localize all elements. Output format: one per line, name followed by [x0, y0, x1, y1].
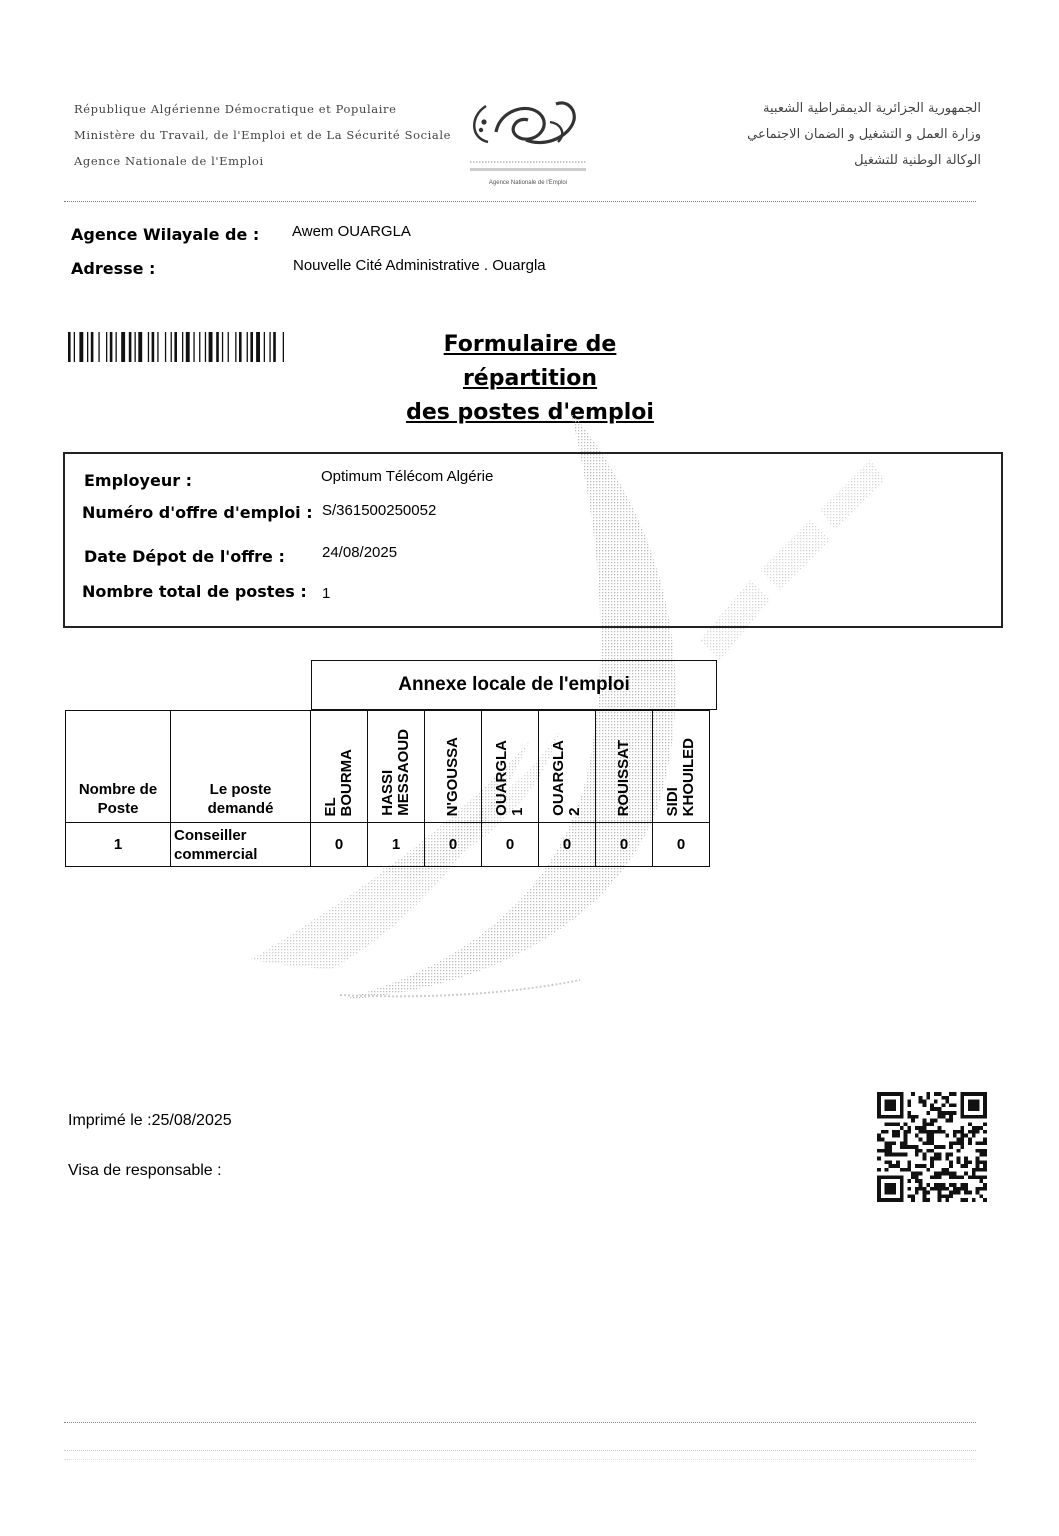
col-header-nombre: Nombre de Poste: [66, 711, 171, 823]
total-posts-value: 1: [322, 585, 331, 602]
offer-number-value: S/361500250052: [322, 502, 437, 519]
header-french: [74, 96, 451, 174]
col-header-annexe-5: OUARGLA 2: [539, 711, 596, 823]
address-value: Nouvelle Cité Administrative . Ouargla: [293, 257, 546, 274]
logo-caption: Agence Nationale de l'Emploi: [488, 180, 568, 186]
header-fr-line-1: République Algérienne Démocratique et Populaire: [74, 102, 397, 116]
footer-faded-text: [64, 1450, 976, 1460]
col-header-annexe-6: ROUISSAT: [596, 711, 653, 823]
anem-logo-icon: [466, 92, 590, 188]
employer-value: Optimum Télécom Algérie: [321, 468, 494, 485]
header-fr-line-2: Ministère du Travail, de l'Emploi et de La Sécurité Sociale: [74, 128, 452, 142]
cell-annexe-4: 0: [482, 823, 539, 867]
col-header-poste: Le poste demandé: [171, 711, 311, 823]
header-ar-line-2: وزارة العمل و التشغيل و الضمان الاجتماعي: [747, 127, 981, 142]
col-header-annexe-7: SIDI KHOUILED: [653, 711, 710, 823]
cell-annexe-5: 0: [539, 823, 596, 867]
header-ar-line-3: الوكالة الوطنية للتشغيل: [854, 153, 981, 168]
printed-date: Imprimé le :25/08/2025: [68, 1112, 232, 1129]
annexe-header-table: [311, 660, 717, 710]
col-header-annexe-3: N'GOUSSA: [425, 711, 482, 823]
col-header-annexe-4: OUARGLA 1: [482, 711, 539, 823]
col-header-annexe-2: HASSI MESSAOUD: [368, 711, 425, 823]
address-label: Adresse :: [71, 259, 156, 278]
employer-label: Employeur :: [84, 471, 193, 490]
table-row: [66, 823, 710, 867]
offer-number-label: Numéro d'offre d'emploi :: [82, 503, 313, 522]
annexe-header: Annexe locale de l'emploi: [312, 661, 717, 710]
wilaya-label: Agence Wilayale de :: [71, 225, 260, 244]
offer-details-box: [63, 452, 1003, 628]
title-line-2: des postes d'emploi: [406, 400, 654, 425]
offer-date-label: Date Dépot de l'offre :: [84, 547, 285, 566]
qr-code-icon: [877, 1092, 987, 1202]
cell-annexe-6: 0: [596, 823, 653, 867]
cell-nombre: 1: [66, 823, 171, 867]
wilaya-value: Awem OUARGLA: [292, 223, 411, 240]
cell-poste: Conseiller commercial: [171, 823, 311, 867]
barcode-icon: [68, 332, 348, 362]
distribution-table: [65, 710, 710, 867]
cell-annexe-1: 0: [311, 823, 368, 867]
offer-date-value: 24/08/2025: [322, 544, 398, 561]
visa-label: Visa de responsable :: [68, 1162, 222, 1179]
header-ar-line-1: الجمهورية الجزائرية الديمقراطية الشعبية: [763, 101, 981, 116]
header-fr-line-3: Agence Nationale de l'Emploi: [74, 154, 264, 168]
col-header-annexe-1: EL BOURMA: [311, 711, 368, 823]
cell-annexe-7: 0: [653, 823, 710, 867]
cell-annexe-2: 1: [368, 823, 425, 867]
header-arabic: [747, 96, 981, 174]
cell-annexe-3: 0: [425, 823, 482, 867]
total-posts-label: Nombre total de postes :: [82, 582, 307, 601]
title-line-1: Formulaire de répartition: [443, 332, 617, 391]
header-divider: [64, 201, 976, 202]
table-header-row: [66, 711, 710, 823]
footer-divider: [64, 1422, 976, 1423]
